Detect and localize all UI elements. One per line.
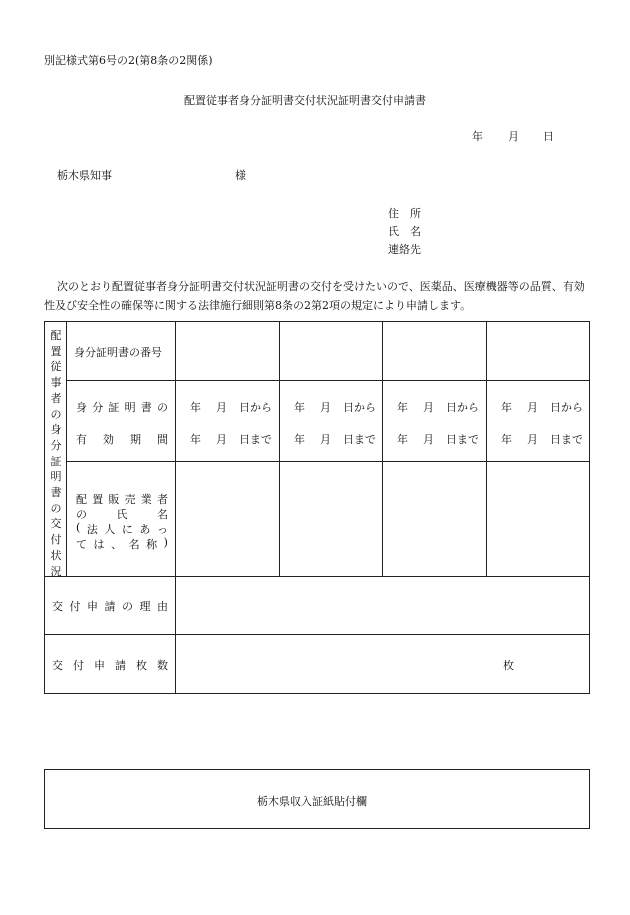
form-reference: 別記様式第6号の2(第8条の2関係): [44, 54, 213, 67]
contact-label: 連絡先: [388, 243, 421, 256]
validity-label-line2: 有 効 期 間: [76, 433, 168, 446]
side-label-issuance-status: 配置従事者の身分証明書の交付状況: [50, 329, 62, 578]
date-year: 年: [472, 130, 483, 143]
seller-label-line1: 配 置 販 売 業 者: [76, 493, 168, 506]
reason-label: 交 付 申 請 の 理 由: [52, 600, 168, 613]
document-title: 配置従事者身分証明書交付状況証明書交付申請書: [184, 94, 426, 107]
seller-label-line2: の 氏 名: [76, 508, 168, 521]
validity-label-line1: 身 分 証 明 書 の: [76, 401, 168, 414]
date-month: 月: [508, 130, 519, 143]
revenue-stamp-label: 栃木県収入証紙貼付欄: [257, 795, 367, 808]
seller-label-line4: て は 、 名 称 ): [76, 536, 168, 551]
count-unit: 枚: [503, 659, 514, 672]
intro-paragraph: 次のとおり配置従事者身分証明書交付状況証明書の交付を受けたいので、医薬品、医療機器等の品質、有効性及び安全性の確保等に関する法律施行細則第8条の2第2項の規定により申請します。: [44, 280, 585, 312]
addressee: 栃木県知事: [57, 169, 112, 182]
name-label: 氏 名: [388, 225, 421, 238]
count-label: 交 付 申 請 枚 数: [52, 659, 168, 672]
address-label: 住 所: [388, 207, 421, 220]
honorific: 様: [235, 169, 246, 182]
cert-number-label: 身分証明書の番号: [74, 346, 162, 359]
seller-label-line3: ( 法 人 に あ っ: [76, 521, 168, 536]
date-day: 日: [543, 130, 554, 143]
